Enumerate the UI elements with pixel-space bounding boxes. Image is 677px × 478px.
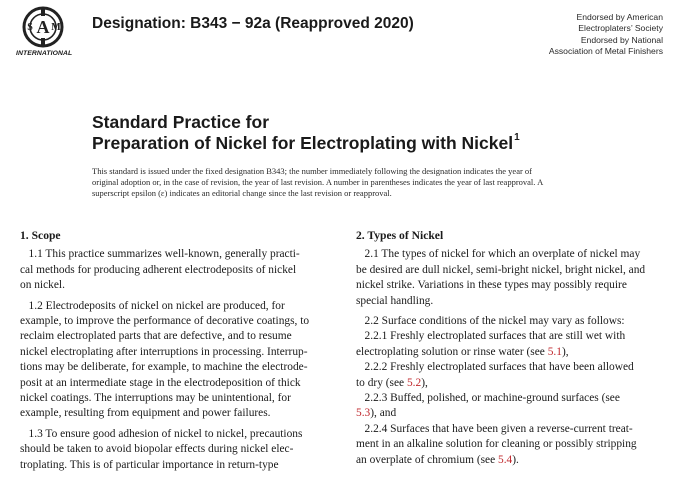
text-span: electroplating solution or rinse water (see xyxy=(356,345,548,358)
section-heading-scope: 1. Scope xyxy=(20,229,61,242)
endorsement-line: Endorsed by American xyxy=(576,12,663,22)
svg-text:M: M xyxy=(51,22,61,33)
paragraph-2-2-3 xyxy=(356,391,668,422)
left-column xyxy=(20,228,332,478)
text-span: ), xyxy=(561,345,569,358)
text-line: be desired are dull nickel, semi-bright nickel, bright nickel, and xyxy=(356,263,646,276)
text-line: 2.2.2 Freshly electroplated surfaces that have been allowed xyxy=(356,361,634,374)
title-line-2 xyxy=(92,132,520,154)
section-link-5-1[interactable]: 5.1 xyxy=(547,345,562,358)
text-line: example, to improve the performance of decorative coatings, to xyxy=(20,315,310,328)
text-line: 1.3 To ensure good adhesion of nickel to nickel, precautions xyxy=(20,427,303,440)
notice-line: This standard is issued under the fixed designation B343; the number immediately following the designation indicates the year of xyxy=(92,166,533,176)
text-line: 1.2 Electrodeposits of nickel on nickel are produced, for xyxy=(20,299,285,312)
text-line: troplating. This is of particular importance in return-type xyxy=(20,458,279,471)
paragraph-1-2 xyxy=(20,299,332,422)
text-line: tions may be deliberate, for example, to machine the electrode- xyxy=(20,361,308,374)
section-link-5-4[interactable]: 5.4 xyxy=(498,453,513,466)
text-line: 2.2.3 Buffed, polished, or machine-ground surfaces (see xyxy=(356,392,620,405)
text-span: ), and xyxy=(370,407,397,420)
text-line: example, resulting from equipment and power failures. xyxy=(20,407,271,420)
paragraph-1-1 xyxy=(20,247,332,293)
text-line: nickel strike. Variations in these types may possibly require xyxy=(356,279,627,292)
text-line xyxy=(356,345,668,360)
text-line: 2.1 The types of nickel for which an overplate of nickel may xyxy=(356,248,641,261)
standard-notice xyxy=(92,166,592,200)
text-span: ). xyxy=(512,453,519,466)
astm-logo xyxy=(16,6,73,62)
text-line: 2.2.4 Surfaces that have been given a reverse-current treat- xyxy=(356,422,633,435)
endorsement-line: Association of Metal Finishers xyxy=(548,46,663,57)
text-line xyxy=(356,406,668,421)
text-line: 2.2.1 Freshly electroplated surfaces that are still wet with xyxy=(356,330,626,343)
text-line: posit at an intermediate stage in the electrodeposition of thick xyxy=(20,376,301,389)
paragraph-2-1 xyxy=(356,247,668,309)
title-footnote-mark: 1 xyxy=(514,132,520,143)
section-link-5-3[interactable]: 5.3 xyxy=(356,407,371,420)
notice-line: original adoption or, in the case of revision, the year of last revision. A number in parentheses indicates the year of last reapproval. A xyxy=(92,177,544,188)
text-line: nickel electroplating after interruptions in processing. Interrup- xyxy=(20,345,308,358)
designation: Designation: B343 − 92a (Reapproved 2020) xyxy=(92,15,414,32)
endorsement-line: Electroplaters’ Society xyxy=(578,23,663,34)
paragraph-2-2-4 xyxy=(356,422,668,468)
text-line: 1.1 This practice summarizes well-known, generally practi- xyxy=(20,248,300,261)
section-heading-types: 2. Types of Nickel xyxy=(356,229,444,242)
text-line: reclaim electroplated parts that are defective, and to resume xyxy=(20,330,292,343)
text-line: should be taken to avoid biopolar effects during nickel elec- xyxy=(20,443,294,456)
text-line xyxy=(356,453,668,468)
text-line: cal methods for producing adherent electrodeposits of nickel xyxy=(20,263,297,276)
svg-text:A: A xyxy=(36,17,50,37)
text-line: on nickel. xyxy=(20,279,65,292)
text-span: an overplate of chromium (see xyxy=(356,453,499,466)
endorsements xyxy=(443,12,663,58)
text-line: special handling. xyxy=(356,294,434,307)
title-line-1: Standard Practice for xyxy=(92,112,269,132)
text-span: to dry (see xyxy=(356,376,407,389)
paragraph-2-2: 2.2 Surface conditions of the nickel may vary as follows: xyxy=(356,315,625,328)
paragraph-2-2-1 xyxy=(356,329,668,360)
text-span: ), xyxy=(421,376,428,389)
text-line: nickel coatings. The interruptions may be unintentional, for xyxy=(20,392,291,405)
logo-wordmark: INTERNATIONAL xyxy=(16,50,73,57)
text-line: ment in an alkaline solution for cleaning or possibly stripping xyxy=(356,438,637,451)
title-text: Preparation of Nickel for Electroplating with Nickel xyxy=(92,133,514,153)
svg-text:S: S xyxy=(27,22,33,33)
endorsement-line: Endorsed by National xyxy=(580,34,663,45)
section-link-5-2[interactable]: 5.2 xyxy=(406,376,422,389)
notice-line: superscript epsilon (ε) indicates an editorial change since the last revision or reapproval. xyxy=(92,188,392,199)
right-column xyxy=(356,228,668,468)
paragraph-1-3 xyxy=(20,427,332,473)
text-line xyxy=(356,376,668,391)
paragraph-2-2-2 xyxy=(356,360,668,391)
